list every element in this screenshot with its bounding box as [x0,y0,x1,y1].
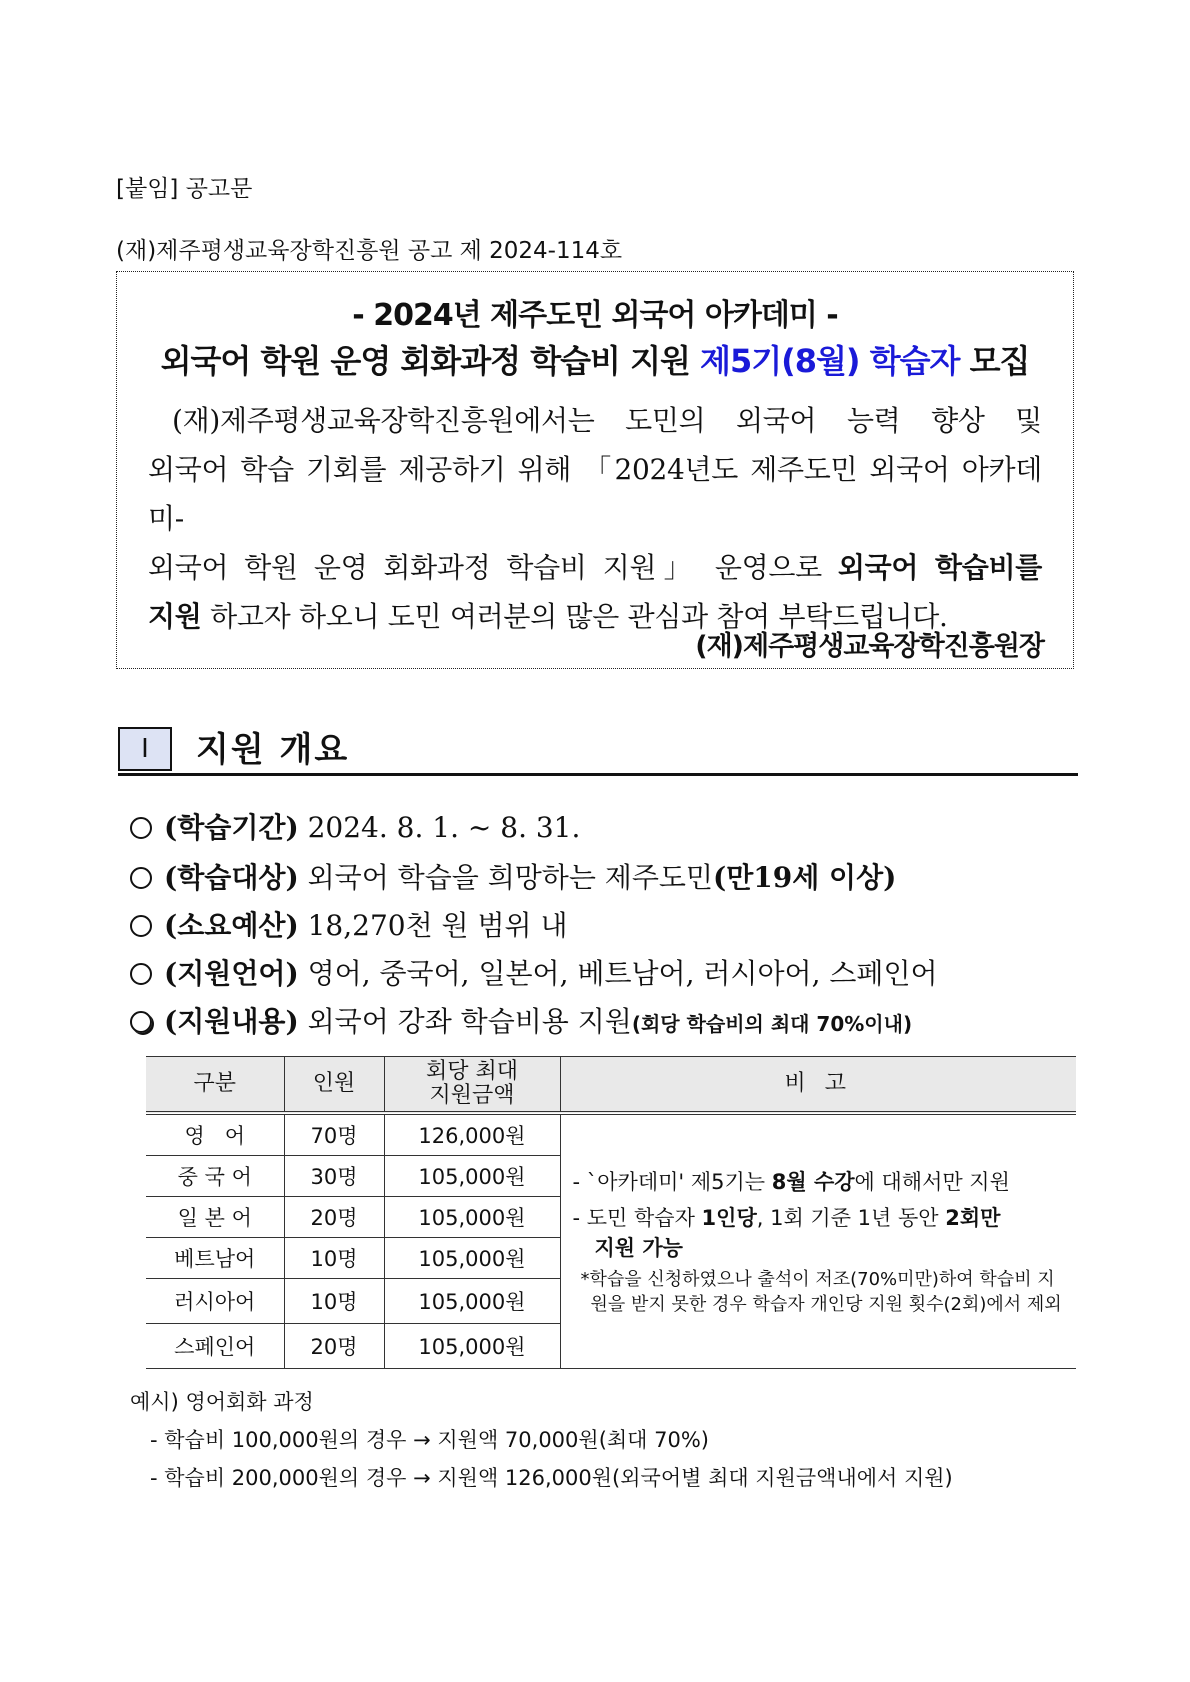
cell-people: 10명 [284,1238,384,1279]
cell-amount: 105,000원 [384,1279,560,1324]
cell-lang: 베트남어 [146,1238,284,1279]
support-table [146,1056,1076,1369]
intro-line1: (재)제주평생교육장학진흥원에서는 도민의 외국어 능력 향상 및 [172,404,1042,437]
note-bold: 8월 수강 [771,1169,855,1194]
cell-lang: 스페인어 [146,1324,284,1369]
bullet-label: (학습대상) [164,861,299,894]
bullet-support-content [130,1000,912,1040]
note-line1 [573,1167,1063,1197]
section-underline [118,773,1078,776]
cell-amount: 105,000원 [384,1324,560,1369]
header-amount-line1: 회당 최대 [425,1059,518,1084]
circle-bullet-icon [130,1011,152,1033]
header-amount-line2: 지원금액 [429,1083,515,1108]
intro-line2: 외국어 학습 기회를 제공하기 위해 「2024년도 제주도민 외국어 아카데미- [148,453,1042,535]
example-line1: - 학습비 100,000원의 경우 → 지원액 70,000원(최대 70%) [150,1428,709,1452]
cell-amount: 105,000원 [384,1238,560,1279]
note-star: *학습을 신청하였으나 출석이 저조(70%미만)하여 학습비 지원을 받지 못한 경우 학습자 개인당 지원 횟수(2회)에서 제외 [580,1268,1062,1315]
circle-bullet-icon [130,867,152,889]
note-bold: 2회만 [945,1205,1001,1230]
circle-bullet-icon [130,817,152,839]
bullet-text: 외국어 강좌 학습비용 지원 [298,1005,632,1038]
cell-lang: 중 국 어 [146,1156,284,1197]
bullet-text: 18,270천 원 범위 내 [298,909,568,942]
bullet-budget [130,904,568,944]
header-people: 인원 [284,1057,384,1114]
intro-line3-bold: 외국어 학습비를 [837,551,1042,584]
bullet-text: 2024. 8. 1. ~ 8. 31. [298,811,581,844]
cell-amount: 105,000원 [384,1156,560,1197]
note-text: 에 대해서만 지원 [854,1169,1010,1194]
signer: (재)제주평생교육장학진흥원장 [695,631,1044,662]
note-line2 [573,1203,1063,1233]
bullet-label: (소요예산) [164,909,299,942]
bullet-text: 영어, 중국어, 일본어, 베트남어, 러시아어, 스페인어 [298,957,938,990]
bullet-bold-tail: (만19세 이상) [712,861,897,894]
bullet-study-period [130,806,580,846]
circle-bullet-icon [130,915,152,937]
notice-title-line2 [116,336,1074,382]
table-row [146,1113,1076,1156]
section-number: Ⅰ [118,727,172,771]
note-text: - `아카데미' 제5기는 [572,1169,772,1194]
cell-people: 10명 [284,1279,384,1324]
note-text: , 1회 기준 1년 동안 [756,1205,946,1230]
example-title: 예시) 영어회화 과정 [130,1390,314,1414]
bullet-label: (지원내용) [164,1005,299,1038]
bullet-label: (지원언어) [164,957,299,990]
cell-people: 20명 [284,1197,384,1238]
bullet-small-tail: (회당 학습비의 최대 70%이내) [631,1012,913,1036]
note-line3 [573,1233,1063,1263]
attachment-label: [붙임] 공고문 [116,176,253,202]
title-pre: 외국어 학원 운영 회화과정 학습비 지원 [160,342,701,380]
bullet-languages [130,952,938,992]
note-bold: 1인당 [701,1205,757,1230]
header-note: 비 고 [560,1057,1076,1114]
cell-amount: 105,000원 [384,1197,560,1238]
title-highlight: 제5기(8월) 학습자 [700,342,960,380]
cell-amount: 126,000원 [384,1113,560,1156]
cell-people: 20명 [284,1324,384,1369]
cell-lang: 일 본 어 [146,1197,284,1238]
intro-paragraph [148,396,1042,641]
cell-lang: 영 어 [146,1113,284,1156]
section-title: 지원 개요 [196,730,350,770]
bullet-text: 외국어 학습을 희망하는 제주도민 [298,861,713,894]
notice-title-line1: - 2024년 제주도민 외국어 아카데미 - [352,298,838,333]
circle-bullet-icon [130,963,152,985]
note-bold: 지원 가능 [594,1235,683,1260]
header-amount [384,1057,560,1114]
intro-line4-text: 하고자 하오니 도민 여러분의 많은 관심과 참여 부탁드립니다. [201,600,948,633]
example-line2: - 학습비 200,000원의 경우 → 지원액 126,000원(외국어별 최대 지원금액내에서 지원) [150,1466,953,1490]
table-header-row [146,1057,1076,1114]
intro-line3 [148,543,1042,592]
intro-line4-bold: 지원 [148,600,202,633]
intro-line3-text: 외국어 학원 운영 회화과정 학습비 지원」 운영으로 [148,551,838,584]
cell-people: 30명 [284,1156,384,1197]
header-category: 구분 [146,1057,284,1114]
cell-lang: 러시아어 [146,1279,284,1324]
note-cell [560,1113,1076,1369]
note-text: - 도민 학습자 [572,1205,702,1230]
bullet-label: (학습기간) [164,811,299,844]
notice-number: (재)제주평생교육장학진흥원 공고 제 2024-114호 [116,238,623,264]
bullet-study-target [130,856,896,896]
cell-people: 70명 [284,1113,384,1156]
title-post: 모집 [959,342,1030,380]
